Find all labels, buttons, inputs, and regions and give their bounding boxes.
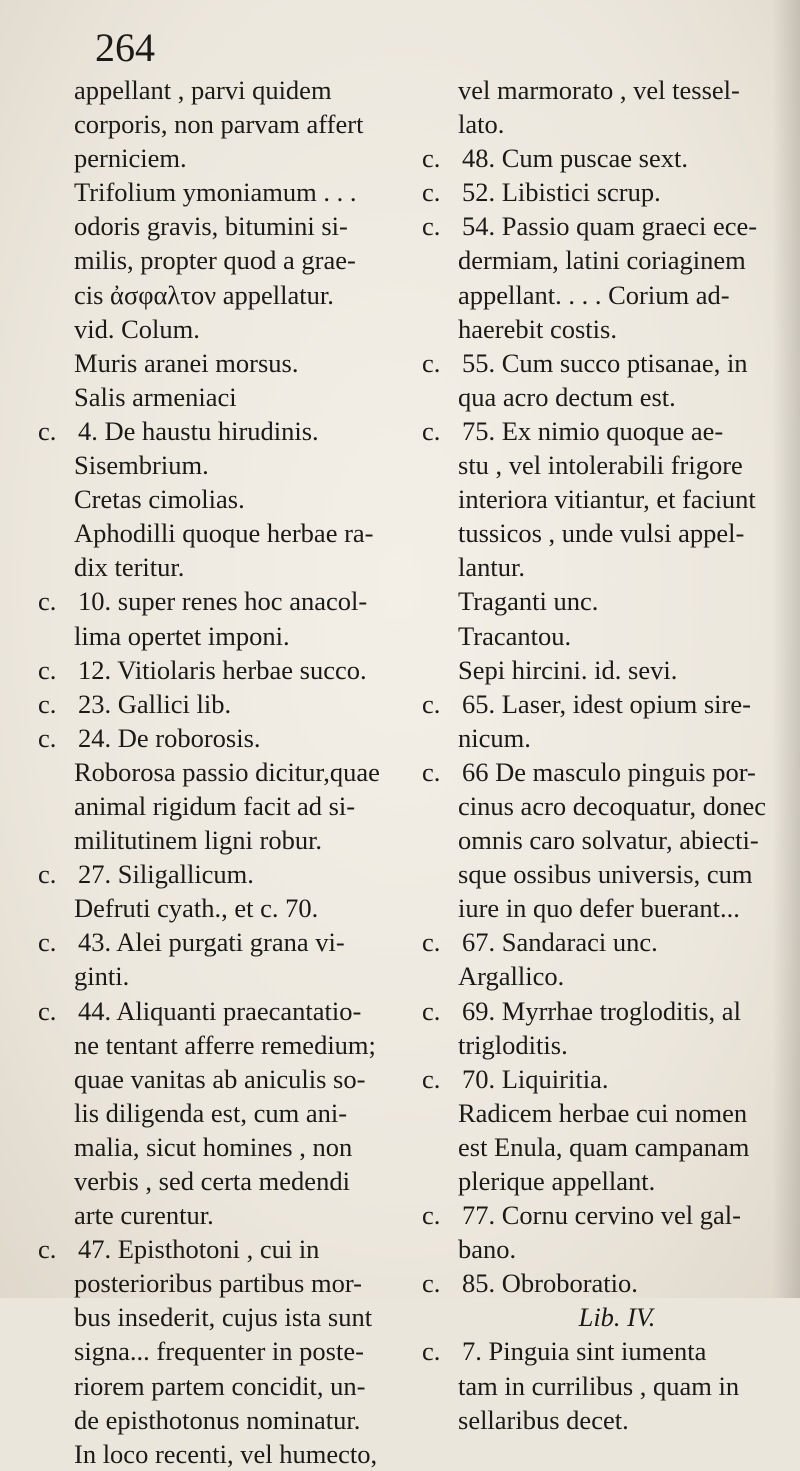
line-text: sque ossibus universis, cum	[458, 859, 753, 890]
line-text: Roborosa passio dicitur,quae	[74, 756, 380, 787]
text-line	[38, 550, 410, 584]
text-line	[38, 312, 410, 346]
text-line	[38, 653, 410, 687]
text-line	[38, 1369, 410, 1403]
text-line	[422, 1062, 782, 1096]
line-text: lis diligenda est, cum ani-	[74, 1097, 348, 1128]
text-line	[38, 346, 410, 380]
line-text: 67. Sandaraci unc.	[462, 927, 658, 958]
text-line	[38, 1130, 410, 1164]
chapter-reference: c.	[422, 1336, 441, 1367]
line-text: iure in quo defer buerant...	[458, 893, 740, 924]
line-text: Defruti cyath., et c. 70.	[74, 893, 319, 924]
text-line	[422, 1232, 782, 1266]
chapter-reference: c.	[38, 688, 57, 719]
text-line	[38, 1232, 410, 1266]
text-line	[422, 1130, 782, 1164]
line-text: interiora vitiantur, et faciunt	[458, 484, 756, 515]
text-line	[422, 755, 782, 789]
line-text: odoris gravis, bitumini si-	[74, 211, 348, 242]
text-line	[422, 687, 782, 721]
text-line	[422, 994, 782, 1028]
line-text: 54. Passio quam graeci ece-	[462, 211, 758, 242]
text-line	[38, 1334, 410, 1368]
line-text: tam in currilibus , quam in	[458, 1370, 740, 1401]
line-text: Argallico.	[458, 961, 565, 992]
chapter-reference: c.	[422, 415, 441, 446]
line-text: stu , vel intolerabili frigore	[458, 450, 743, 481]
text-line	[422, 1198, 782, 1232]
chapter-reference: c.	[422, 177, 441, 208]
line-text: nicum.	[458, 722, 531, 753]
text-line	[422, 891, 782, 925]
line-text: Trifolium ymoniamum . . .	[74, 177, 357, 208]
line-text: est Enula, quam campanam	[458, 1131, 750, 1162]
line-text: animal rigidum facit ad si-	[74, 790, 356, 821]
chapter-reference: c.	[422, 927, 441, 958]
chapter-reference: c.	[422, 143, 441, 174]
line-text: Muris aranei morsus.	[74, 347, 299, 378]
chapter-reference: c.	[38, 722, 57, 753]
line-text: Cretas cimolias.	[74, 484, 245, 515]
chapter-reference: c.	[422, 995, 441, 1026]
text-line	[38, 959, 410, 993]
line-text: Lib. IV.	[578, 1302, 656, 1333]
chapter-reference: c.	[38, 995, 57, 1026]
text-line	[422, 959, 782, 993]
line-text: plerique appellant.	[458, 1166, 656, 1196]
line-text: Tracantou.	[458, 620, 572, 651]
chapter-reference: c.	[422, 1268, 441, 1299]
line-text: bano.	[458, 1234, 517, 1265]
line-text: 52. Libistici scrup.	[462, 177, 661, 208]
text-line	[38, 857, 410, 891]
text-line	[422, 1403, 782, 1437]
line-text: verbis , sed certa medendi	[74, 1166, 350, 1196]
text-line	[38, 1164, 410, 1198]
text-line	[38, 1198, 410, 1232]
text-line	[422, 107, 782, 141]
line-text: milis, propter quod a grae-	[74, 245, 356, 276]
text-line	[422, 482, 782, 516]
line-text: lima opertet imponi.	[74, 620, 290, 651]
text-line	[422, 653, 782, 687]
line-text: 69. Myrrhae trogloditis, al	[462, 995, 741, 1026]
line-text: dermiam, latini coriaginem	[458, 245, 746, 276]
text-line	[422, 857, 782, 891]
chapter-reference: c.	[38, 927, 57, 958]
line-text: 48. Cum puscae sext.	[462, 143, 688, 174]
line-text: 77. Cornu cervino vel gal-	[462, 1200, 741, 1231]
text-line	[422, 141, 782, 175]
line-text: 12. Vitiolaris herbae succo.	[78, 654, 367, 685]
line-text: bus insederit, cujus ista sunt	[74, 1302, 373, 1333]
line-text: qua acro dectum est.	[458, 381, 676, 412]
line-text: 70. Liquiritia.	[462, 1063, 609, 1094]
line-text: ne tentant afferre remedium;	[74, 1029, 376, 1060]
line-text: Aphodilli quoque herbae ra-	[74, 518, 374, 549]
line-text: trigloditis.	[458, 1029, 568, 1060]
line-text: haerebit costis.	[458, 313, 617, 344]
text-line	[38, 994, 410, 1028]
line-text: 10. super renes hoc anacol-	[78, 586, 368, 617]
text-line	[38, 1437, 410, 1471]
line-text: perniciem.	[74, 143, 187, 174]
text-line	[38, 278, 410, 312]
text-line	[422, 1266, 782, 1300]
line-text: quae vanitas ab aniculis so-	[74, 1063, 366, 1094]
chapter-reference: c.	[422, 688, 441, 719]
text-line	[422, 516, 782, 550]
left-column	[38, 73, 410, 1471]
text-line	[38, 1096, 410, 1130]
line-text: tussicos , unde vulsi appel-	[458, 518, 745, 549]
line-text: 75. Ex nimio quoque ae-	[462, 415, 724, 446]
line-text: 4. De haustu hirudinis.	[78, 415, 319, 446]
text-line	[38, 380, 410, 414]
line-text: appellant. . . . Corium ad-	[458, 279, 730, 310]
text-line	[38, 891, 410, 925]
chapter-reference: c.	[38, 859, 57, 890]
line-text: 44. Aliquanti praecantatio-	[78, 995, 362, 1026]
line-text: appellant , parvi quidem	[74, 75, 332, 105]
line-text: 27. Siligallicum.	[78, 859, 254, 890]
line-text: signa... frequenter in poste-	[74, 1336, 364, 1367]
line-text: vid. Colum.	[74, 313, 200, 344]
section-heading	[422, 1300, 782, 1334]
text-line	[38, 175, 410, 209]
line-text: de episthotonus nominatur.	[74, 1404, 361, 1435]
text-line	[38, 687, 410, 721]
text-line	[38, 414, 410, 448]
text-line	[38, 1300, 410, 1334]
text-line	[422, 243, 782, 277]
line-text: 55. Cum succo ptisanae, in	[462, 347, 748, 378]
line-text: riorem partem concidit, un-	[74, 1370, 366, 1401]
text-line	[422, 1096, 782, 1130]
chapter-reference: c.	[422, 756, 441, 787]
line-text: arte curentur.	[74, 1200, 214, 1231]
text-line	[38, 823, 410, 857]
line-text: lato.	[458, 109, 505, 140]
text-line	[38, 755, 410, 789]
text-line	[422, 175, 782, 209]
text-line	[38, 619, 410, 653]
right-column	[422, 73, 782, 1437]
text-line	[422, 1164, 782, 1198]
text-line	[38, 1403, 410, 1437]
text-line	[38, 107, 410, 141]
text-line	[38, 448, 410, 482]
text-line	[38, 584, 410, 618]
text-line	[422, 312, 782, 346]
page-number: 264	[95, 25, 155, 70]
line-text: Radicem herbae cui nomen	[458, 1097, 748, 1128]
text-line	[422, 584, 782, 618]
line-text: ginti.	[74, 961, 130, 992]
chapter-reference: c.	[38, 415, 57, 446]
text-line	[422, 1369, 782, 1403]
line-text: In loco recenti, vel humecto,	[74, 1438, 378, 1469]
line-text: sellaribus decet.	[458, 1404, 629, 1435]
chapter-reference: c.	[422, 347, 441, 378]
text-line	[422, 823, 782, 857]
text-line	[38, 141, 410, 175]
line-text: dix teritur.	[74, 552, 185, 583]
text-line	[422, 619, 782, 653]
line-text: 85. Obroboratio.	[462, 1268, 638, 1299]
line-text: lantur.	[458, 552, 525, 583]
text-line	[38, 243, 410, 277]
text-line	[422, 550, 782, 584]
line-text: corporis, non parvam affert	[74, 109, 364, 140]
line-text: omnis caro solvatur, abiecti-	[458, 825, 759, 856]
text-line	[38, 1028, 410, 1062]
text-line	[422, 278, 782, 312]
text-line	[38, 789, 410, 823]
text-line	[38, 1266, 410, 1300]
text-line	[422, 721, 782, 755]
line-text: Sepi hircini. id. sevi.	[458, 654, 678, 685]
text-line	[422, 448, 782, 482]
chapter-reference: c.	[38, 1234, 57, 1265]
line-text: 66 De masculo pinguis por-	[462, 756, 756, 787]
text-line	[422, 1334, 782, 1368]
text-line	[422, 925, 782, 959]
chapter-reference: c.	[422, 211, 441, 242]
line-text: Sisembrium.	[74, 450, 209, 481]
text-line	[38, 482, 410, 516]
text-line	[38, 1062, 410, 1096]
line-text: cinus acro decoquatur, donec	[458, 790, 766, 821]
text-line	[38, 73, 410, 107]
text-line	[422, 346, 782, 380]
line-text: Traganti unc.	[458, 586, 599, 617]
line-text: vel marmorato , vel tessel-	[458, 75, 740, 105]
chapter-reference: c.	[38, 654, 57, 685]
text-line	[38, 721, 410, 755]
line-text: 24. De roborosis.	[78, 722, 261, 753]
line-text: posterioribus partibus mor-	[74, 1268, 362, 1299]
chapter-reference: c.	[422, 1200, 441, 1231]
text-line	[38, 925, 410, 959]
line-text: malia, sicut homines , non	[74, 1131, 353, 1162]
text-line	[422, 1028, 782, 1062]
text-line	[422, 209, 782, 243]
chapter-reference: c.	[38, 586, 57, 617]
text-line	[422, 73, 782, 107]
line-text: 65. Laser, idest opium sire-	[462, 688, 751, 719]
line-text: 47. Episthotoni , cui in	[78, 1234, 320, 1265]
line-text: 23. Gallici lib.	[78, 688, 232, 719]
line-text: 7. Pinguia sint iumenta	[462, 1336, 707, 1367]
text-line	[422, 380, 782, 414]
text-line	[38, 516, 410, 550]
text-line	[38, 209, 410, 243]
line-text: 43. Alei purgati grana vi-	[78, 927, 345, 958]
chapter-reference: c.	[422, 1063, 441, 1094]
text-line	[422, 789, 782, 823]
text-line	[422, 414, 782, 448]
line-text: Salis armeniaci	[74, 381, 237, 412]
line-text: militutinem ligni robur.	[74, 825, 323, 856]
line-text: cis ἀσφαλτον appellatur.	[74, 279, 334, 310]
